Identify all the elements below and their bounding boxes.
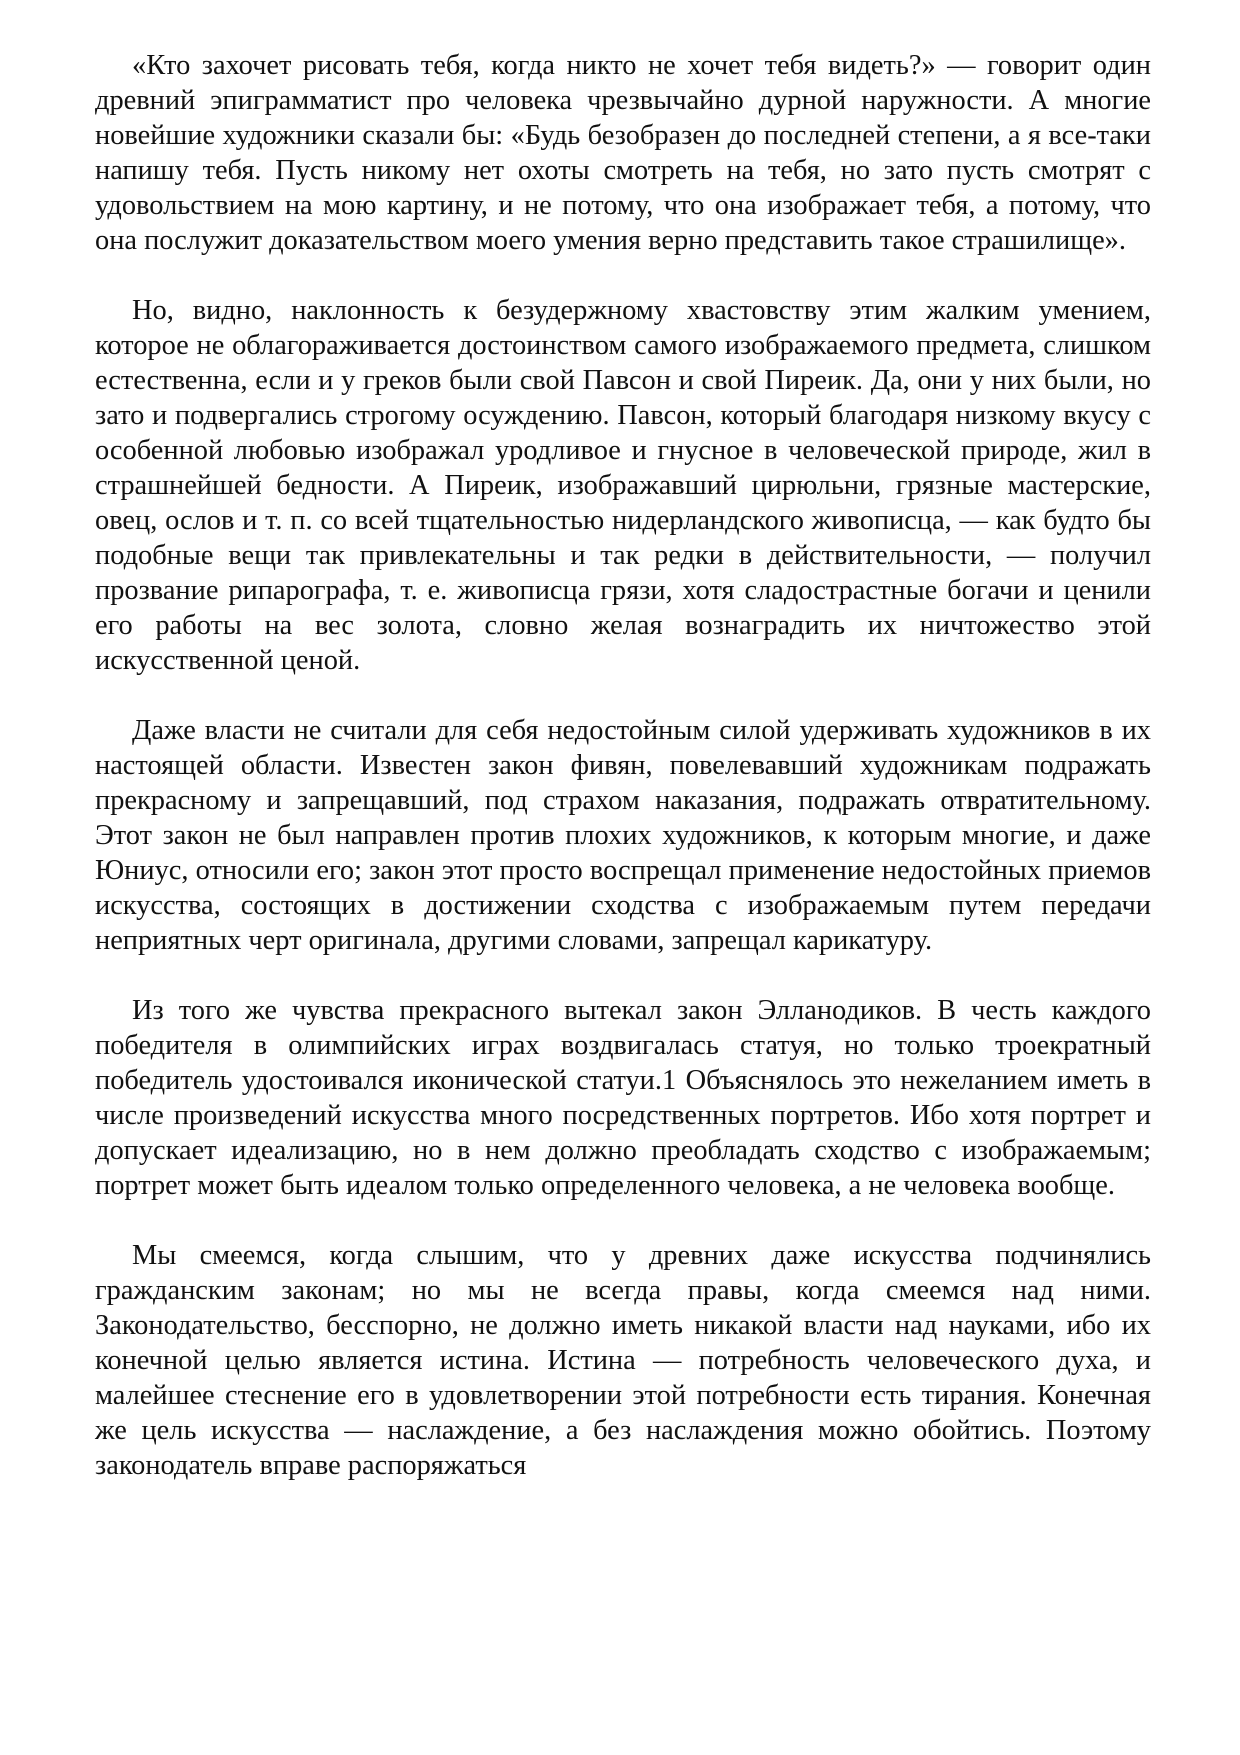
paragraph-3: Даже власти не считали для себя недостойным силой удерживать художников в их настоящей области. Известен закон фивян, повелевавший художникам подражать прекрасному и запрещавший, под страхом наказания, подражать отвратительному. Этот закон не был направлен против плохих художников, к которым многие, и даже Юниус, относили его; закон этот просто воспрещал применение недостойных приемов искусства, состоящих в достижении сходства с изображаемым путем передачи неприятных черт оригинала, другими словами, запрещал карикатуру. [95,715,1151,956]
paragraph-5: Мы смеемся, когда слышим, что у древних даже искусства подчинялись гражданским законам; но мы не всегда правы, когда смеемся над ними. Законодательство, бесспорно, не должно иметь никакой власти над науками, ибо их конечной целью является истина. Истина — потребность человеческого духа, и малейшее стеснение его в удовлетворении этой потребности есть тирания. Конечная же цель искусства — наслаждение, а без наслаждения можно обойтись. Поэтому законодатель вправе распоряжаться [95,1240,1151,1481]
paragraph-1: «Кто захочет рисовать тебя, когда никто не хочет тебя видеть?» — говорит один древний эпиграмматист про человека чрезвычайно дурной наружности. А многие новейшие художники сказали бы: «Будь безобразен до последней степени, а я все-таки напишу тебя. Пусть никому нет охоты смотреть на тебя, но зато пусть смотрят с удовольствием на мою картину, и не потому, что она изображает тебя, а потому, что она послужит доказательством моего умения верно представить такое страшилище». [95,50,1151,256]
paragraph-4: Из того же чувства прекрасного вытекал закон Элланодиков. В честь каждого победителя в олимпийских играх воздвигалась статуя, но только троекратный победитель удостоивался иконической статуи.1 Объяснялось это нежеланием иметь в числе произведений искусства много посредственных портретов. Ибо хотя портрет и допускает идеализацию, но в нем должно преобладать сходство с изображаемым; портрет может быть идеалом только определенного человека, а не человека вообще. [95,995,1151,1201]
paragraph-2: Но, видно, наклонность к безудержному хвастовству этим жалким умением, которое не облагораживается достоинством самого изображаемого предмета, слишком естественна, если и у греков были свой Павсон и свой Пиреик. Да, они у них были, но зато и подвергались строгому осуждению. Павсон, который благодаря низкому вкусу с особенной любовью изображал уродливое и гнусное в человеческой природе, жил в страшнейшей бедности. А Пиреик, изображавший цирюльни, грязные мастерские, овец, ослов и т. п. со всей тщательностью нидерландского живописца, — как будто бы подобные вещи так привлекательны и так редки в действительности, — получил прозвание рипарографа, т. е. живописца грязи, хотя сладострастные богачи и ценили его работы на вес золота, словно желая вознаградить их ничтожество этой искусственной ценой. [95,295,1151,676]
document-page [95,48,1151,1483]
